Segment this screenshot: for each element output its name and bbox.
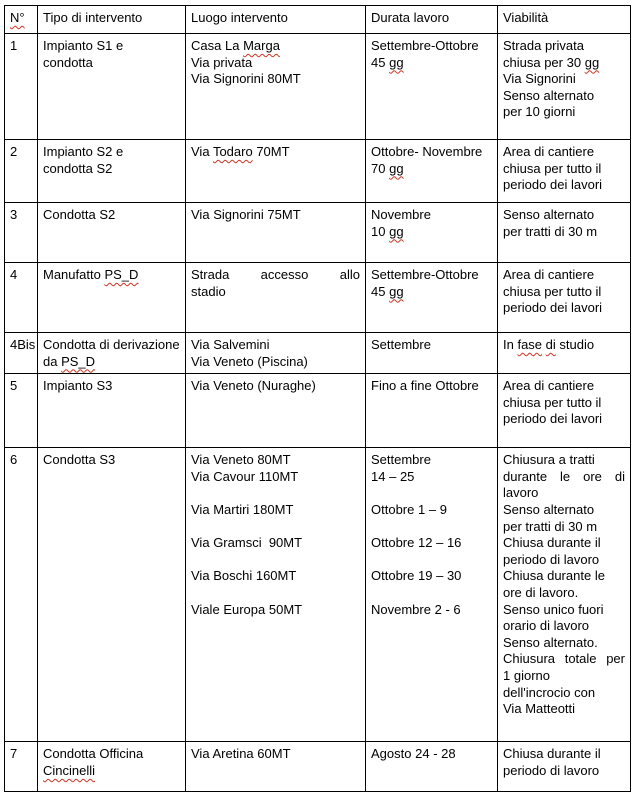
misspelled-word: fase [517, 337, 543, 352]
cell-n [5, 374, 38, 448]
text-line: Tipo di intervento [43, 10, 143, 25]
text-line: condotta S2 [43, 160, 113, 176]
cell-durata [366, 203, 498, 263]
cell-n [5, 263, 38, 333]
cell-durata [366, 34, 498, 140]
misspelled-word: gg [389, 54, 404, 70]
cell-tipo [38, 34, 186, 140]
text-line: Condotta di derivazione [43, 337, 180, 352]
cell-tipo [38, 263, 186, 333]
text-line: Condotta S2 [43, 207, 116, 222]
text-line: periodo di lavoro [503, 551, 600, 567]
misspelled-word: N° [10, 10, 25, 25]
table-body [5, 34, 631, 792]
text-line: condotta [43, 54, 93, 70]
text-line: Agosto 24 - 28 [371, 746, 456, 762]
text-line: durante le ore di [503, 468, 625, 484]
cell-luogo [186, 333, 366, 374]
table-row [5, 374, 631, 448]
cell-tipo [38, 140, 186, 203]
cell-tipo [38, 742, 186, 792]
text-line: Chiusura a tratti [503, 452, 595, 468]
misspelled-word: gg [584, 54, 600, 70]
misspelled-word: PS_D [61, 353, 96, 369]
text-line: per tratti di 30 m [503, 223, 598, 239]
cell-tipo [38, 333, 186, 374]
table-header [5, 6, 631, 34]
text-line: Chiusa durante il [503, 746, 601, 762]
cell-durata [366, 448, 498, 742]
misspelled-word: gg [389, 283, 404, 299]
text-line: Manufatto PS_D [43, 267, 139, 282]
text-line: Settembre [371, 452, 431, 468]
text-line: Via Signorini 75MT [191, 207, 301, 222]
text-line: Settembre-Ottobre [371, 267, 479, 282]
text-line: periodo dei lavori [503, 411, 603, 427]
text-line [371, 552, 492, 569]
text-line: Settembre [371, 337, 431, 352]
text-line: Via Signorini 80MT [191, 71, 301, 87]
cell-durata [366, 374, 498, 448]
text-line: Via Cavour 110MT [191, 468, 299, 484]
text-line: periodo di lavoro [503, 762, 600, 778]
text-line: Viale Europa 50MT [191, 601, 303, 617]
text-line: Senso alternato. [503, 634, 598, 650]
text-line: Chiusura totale per [503, 651, 625, 667]
cell-viabilita [498, 263, 631, 333]
cell-luogo [186, 374, 366, 448]
text-line: chiusa per tutto il [503, 394, 602, 410]
cell-n [5, 742, 38, 792]
text-line: 14 – 25 [371, 468, 415, 484]
text-line: Impianto S1 e [43, 38, 124, 53]
text-line: dell'incrocio con [503, 684, 596, 700]
text-line: Casa La Marga [191, 38, 280, 53]
cell-viabilita [498, 34, 631, 140]
text-line: Senso alternato [503, 87, 595, 103]
text-line: Ottobre 12 – 16 [371, 535, 462, 551]
text-line: 1 giorno [503, 667, 550, 683]
text-line: Via Gramsci 90MT [191, 535, 303, 551]
text-line: chiusa per tutto il [503, 160, 602, 176]
table-row [5, 34, 631, 140]
cell-n [5, 140, 38, 203]
text-line: 70 gg [371, 160, 404, 176]
text-line [191, 519, 360, 536]
text-line: Via Veneto (Nuraghe) [191, 378, 316, 394]
text-line: ore di lavoro. [503, 584, 579, 600]
text-line: Novembre 2 - 6 [371, 601, 461, 617]
cell-tipo [38, 374, 186, 448]
text-line: periodo dei lavori [503, 177, 603, 193]
table-row [5, 203, 631, 263]
text-line: Viabilità [503, 10, 549, 25]
text-line: per 10 giorni [503, 104, 576, 120]
text-line: Luogo intervento [191, 10, 288, 25]
text-line: Chiusa durante le [503, 568, 605, 584]
cell-viabilita [498, 448, 631, 742]
text-line: Condotta S3 [43, 452, 116, 468]
cell-viabilita [498, 203, 631, 263]
cell-luogo [186, 203, 366, 263]
cell-n [5, 448, 38, 742]
column-header-luogo [186, 6, 366, 34]
misspelled-word: Marga [243, 38, 280, 53]
cell-tipo [38, 448, 186, 742]
text-line: Via Martiri 180MT [191, 501, 294, 517]
text-line: stadio [191, 283, 226, 299]
table-row [5, 448, 631, 742]
cell-luogo [186, 263, 366, 333]
text-line: Novembre [371, 207, 431, 222]
text-line [371, 519, 492, 536]
cell-viabilita [498, 333, 631, 374]
text-line: Settembre-Ottobre [371, 38, 479, 53]
text-line: 7 [10, 746, 18, 762]
text-line: Condotta Officina [43, 746, 144, 762]
text-line: Via Todaro 70MT [191, 144, 290, 159]
text-line [191, 552, 360, 569]
cell-luogo [186, 742, 366, 792]
cell-durata [366, 333, 498, 374]
text-line: Ottobre 1 – 9 [371, 501, 447, 517]
text-line [371, 585, 492, 602]
text-line: chiusa per tutto il [503, 283, 602, 299]
cell-luogo [186, 140, 366, 203]
text-line: Via Boschi 160MT [191, 568, 297, 584]
text-line: Via Matteotti [503, 701, 576, 717]
text-line: 3 [10, 207, 18, 222]
text-line [191, 485, 360, 502]
cell-n [5, 333, 38, 374]
text-line: Ottobre- Novembre [371, 144, 483, 159]
text-line: 45 gg [371, 54, 404, 70]
text-line: Durata lavoro [371, 10, 450, 25]
text-line: Via Salvemini [191, 337, 270, 352]
text-line [371, 485, 492, 502]
text-line: per tratti di 30 m [503, 518, 598, 534]
column-header-durata [366, 6, 498, 34]
cell-n [5, 203, 38, 263]
text-line: Strada accesso allo [191, 267, 360, 282]
table-row [5, 742, 631, 792]
text-line: 6 [10, 452, 18, 468]
table-row [5, 140, 631, 203]
text-line: Fino a fine Ottobre [371, 378, 479, 394]
text-line: Chiusa durante il [503, 535, 601, 551]
misspelled-word: Todaro [212, 144, 253, 159]
cell-durata [366, 742, 498, 792]
misspelled-word: Cincinelli [43, 762, 96, 778]
text-line: 10 gg [371, 223, 404, 239]
misspelled-word: PS_D [104, 267, 139, 282]
text-line: 45 gg [371, 283, 404, 299]
text-line: Impianto S3 [43, 378, 113, 394]
text-line: Ottobre 19 – 30 [371, 568, 462, 584]
table-row [5, 263, 631, 333]
text-line: Area di cantiere [503, 378, 595, 394]
text-line: 5 [10, 378, 18, 394]
text-line: In fase di studio [503, 337, 595, 352]
header-row [5, 6, 631, 34]
text-line: Via Veneto (Piscina) [191, 353, 308, 369]
interventions-table [4, 5, 631, 792]
cell-viabilita [498, 374, 631, 448]
text-line: Via Signorini [503, 71, 576, 87]
text-line: 4Bis [10, 337, 36, 352]
text-line [191, 585, 360, 602]
text-line: Senso alternato [503, 501, 595, 517]
cell-viabilita [498, 742, 631, 792]
text-line: Strada privata [503, 38, 584, 53]
text-line: Senso alternato [503, 207, 595, 222]
column-header-n [5, 6, 38, 34]
table-row [5, 333, 631, 374]
text-line: 1 [10, 38, 18, 53]
text-line: Impianto S2 e [43, 144, 124, 159]
misspelled-word: gg [389, 223, 404, 239]
cell-tipo [38, 203, 186, 263]
cell-durata [366, 140, 498, 203]
cell-luogo [186, 34, 366, 140]
misspelled-word: gg [389, 160, 404, 176]
text-line: lavoro [503, 485, 539, 501]
cell-luogo [186, 448, 366, 742]
cell-viabilita [498, 140, 631, 203]
text-line: Via Aretina 60MT [191, 746, 291, 762]
text-line: periodo dei lavori [503, 300, 603, 316]
text-line: Area di cantiere [503, 144, 595, 159]
text-line: 2 [10, 144, 18, 159]
column-header-viabilita [498, 6, 631, 34]
text-line: chiusa per 30 gg [503, 54, 600, 70]
cell-n [5, 34, 38, 140]
text-line: da PS_D [43, 353, 96, 369]
text-line: Senso unico fuori [503, 601, 604, 617]
text-line: 4 [10, 267, 18, 282]
text-line [10, 10, 32, 27]
column-header-tipo [38, 6, 186, 34]
text-line: Via privata [191, 54, 253, 70]
text-line: Via Veneto 80MT [191, 452, 291, 468]
misspelled-word: di [545, 337, 556, 352]
text-line: Area di cantiere [503, 267, 595, 282]
cell-durata [366, 263, 498, 333]
text-line: orario di lavoro [503, 618, 590, 634]
text-line [43, 763, 180, 780]
